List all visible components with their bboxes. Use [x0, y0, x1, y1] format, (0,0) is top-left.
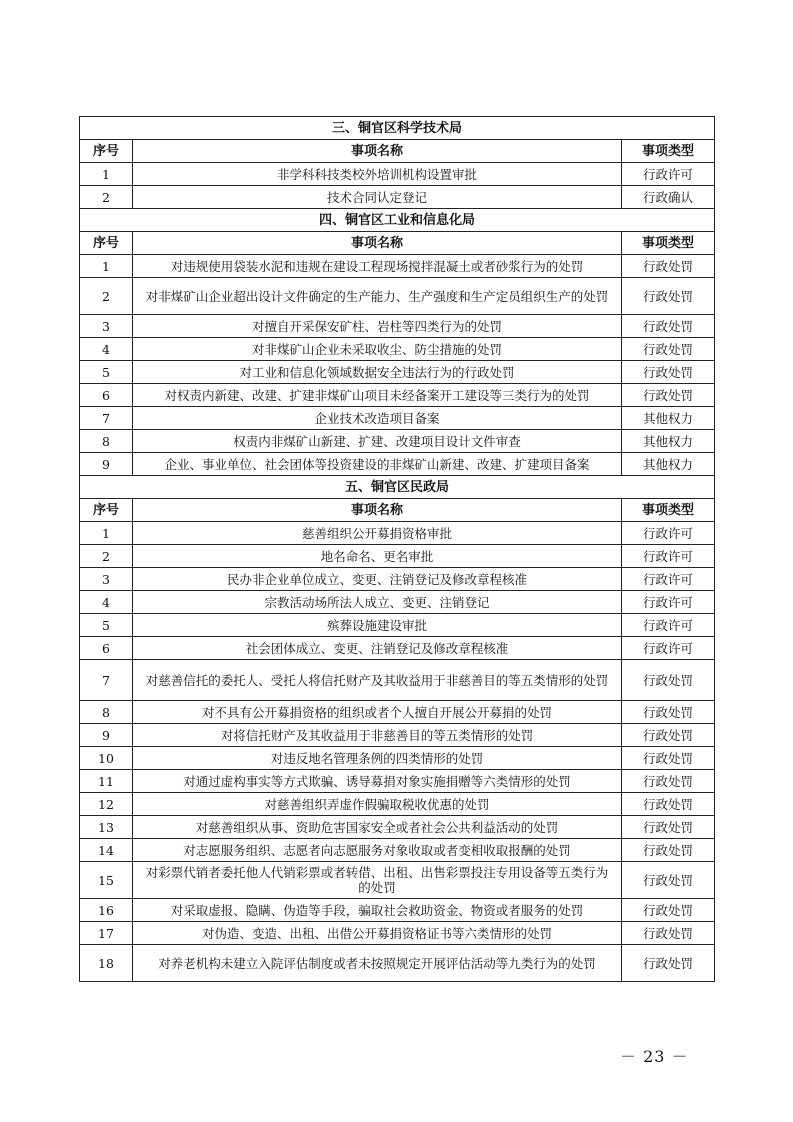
table-row: [80, 278, 715, 315]
header-no: 序号: [80, 140, 133, 163]
table-row: [80, 922, 715, 945]
matter-type: 行政处罚: [622, 255, 715, 278]
table-row: [80, 945, 715, 982]
table-row: [80, 637, 715, 660]
row-number: 12: [80, 793, 133, 816]
row-number: 16: [80, 899, 133, 922]
matter-name: 对违规使用袋装水泥和违规在建设工程现场搅拌混凝土或者砂浆行为的处罚: [133, 255, 622, 278]
matter-type: 行政许可: [622, 163, 715, 186]
matter-name: 对将信托财产及其收益用于非慈善目的等五类情形的处罚: [133, 724, 622, 747]
matter-name: 对志愿服务组织、志愿者向志愿服务对象收取或者变相收取报酬的处罚: [133, 839, 622, 862]
matter-type: 行政处罚: [622, 724, 715, 747]
row-number: 8: [80, 430, 133, 453]
matter-name: 民办非企业单位成立、变更、注销登记及修改章程核准: [133, 568, 622, 591]
table-row: [80, 453, 715, 476]
row-number: 13: [80, 816, 133, 839]
matter-name: 技术合同认定登记: [133, 186, 622, 209]
section-title: 三、铜官区科学技术局: [80, 117, 715, 140]
header-name: 事项名称: [133, 232, 622, 255]
matter-name: 对养老机构未建立入院评估制度或者未按照规定开展评估活动等九类行为的处罚: [133, 945, 622, 982]
table-row: [80, 793, 715, 816]
matters-table-container: [79, 116, 714, 982]
matter-name: 企业技术改造项目备案: [133, 407, 622, 430]
row-number: 4: [80, 338, 133, 361]
matter-name: 企业、事业单位、社会团体等投资建设的非煤矿山新建、改建、扩建项目备案: [133, 453, 622, 476]
matter-name: 对慈善组织弄虚作假骗取税收优惠的处罚: [133, 793, 622, 816]
table-row: [80, 384, 715, 407]
table-row: [80, 315, 715, 338]
table-row: [80, 701, 715, 724]
matter-type: 行政处罚: [622, 793, 715, 816]
row-number: 1: [80, 163, 133, 186]
page-number: － 23 －: [620, 1047, 689, 1066]
matter-type: 行政确认: [622, 186, 715, 209]
table-row: [80, 522, 715, 545]
matter-name: 殡葬设施建设审批: [133, 614, 622, 637]
section-title-row: [80, 476, 715, 499]
matter-type: 行政处罚: [622, 945, 715, 982]
row-number: 2: [80, 186, 133, 209]
table-row: [80, 407, 715, 430]
matters-table: [79, 116, 715, 982]
table-row: [80, 747, 715, 770]
matter-type: 行政处罚: [622, 816, 715, 839]
matter-type: 行政处罚: [622, 922, 715, 945]
section-title: 五、铜官区民政局: [80, 476, 715, 499]
table-row: [80, 816, 715, 839]
row-number: 6: [80, 384, 133, 407]
matter-name: 社会团体成立、变更、注销登记及修改章程核准: [133, 637, 622, 660]
matter-name: 对擅自开采保安矿柱、岩柱等四类行为的处罚: [133, 315, 622, 338]
matter-type: 行政处罚: [622, 361, 715, 384]
table-row: [80, 361, 715, 384]
matter-name: 对权责内新建、改建、扩建非煤矿山项目未经备案开工建设等三类行为的处罚: [133, 384, 622, 407]
row-number: 6: [80, 637, 133, 660]
table-row: [80, 839, 715, 862]
matter-type: 行政处罚: [622, 839, 715, 862]
row-number: 7: [80, 407, 133, 430]
section-title: 四、铜官区工业和信息化局: [80, 209, 715, 232]
row-number: 10: [80, 747, 133, 770]
row-number: 5: [80, 614, 133, 637]
table-row: [80, 163, 715, 186]
matter-type: 行政处罚: [622, 660, 715, 701]
matter-type: 行政处罚: [622, 747, 715, 770]
matter-type: 行政许可: [622, 614, 715, 637]
matter-name: 地名命名、更名审批: [133, 545, 622, 568]
matter-type: 行政许可: [622, 522, 715, 545]
table-row: [80, 591, 715, 614]
table-row: [80, 545, 715, 568]
matter-type: 其他权力: [622, 453, 715, 476]
row-number: 7: [80, 660, 133, 701]
table-row: [80, 899, 715, 922]
row-number: 9: [80, 453, 133, 476]
matter-name: 对非煤矿山企业超出设计文件确定的生产能力、生产强度和生产定员组织生产的处罚: [133, 278, 622, 315]
matter-type: 行政处罚: [622, 770, 715, 793]
matter-type: 行政处罚: [622, 315, 715, 338]
matter-type: 行政许可: [622, 545, 715, 568]
header-name: 事项名称: [133, 140, 622, 163]
row-number: 11: [80, 770, 133, 793]
row-number: 8: [80, 701, 133, 724]
row-number: 5: [80, 361, 133, 384]
matter-type: 其他权力: [622, 407, 715, 430]
table-row: [80, 430, 715, 453]
header-name: 事项名称: [133, 499, 622, 522]
matter-name: 对慈善信托的委托人、受托人将信托财产及其收益用于非慈善目的等五类情形的处罚: [133, 660, 622, 701]
matter-type: 行政处罚: [622, 899, 715, 922]
matter-name: 对伪造、变造、出租、出借公开募捐资格证书等六类情形的处罚: [133, 922, 622, 945]
table-row: [80, 338, 715, 361]
section-title-row: [80, 209, 715, 232]
matter-type: 行政许可: [622, 568, 715, 591]
table-row: [80, 660, 715, 701]
matter-name: 对通过虚构事实等方式欺骗、诱导募捐对象实施捐赠等六类情形的处罚: [133, 770, 622, 793]
row-number: 9: [80, 724, 133, 747]
matter-type: 其他权力: [622, 430, 715, 453]
header-type: 事项类型: [622, 499, 715, 522]
header-row: [80, 232, 715, 255]
row-number: 3: [80, 568, 133, 591]
row-number: 1: [80, 522, 133, 545]
row-number: 15: [80, 862, 133, 899]
row-number: 2: [80, 278, 133, 315]
matter-name: 对不具有公开募捐资格的组织或者个人擅自开展公开募捐的处罚: [133, 701, 622, 724]
header-no: 序号: [80, 232, 133, 255]
matters-table-body: [80, 117, 715, 982]
row-number: 2: [80, 545, 133, 568]
matter-type: 行政处罚: [622, 701, 715, 724]
matter-name: 宗教活动场所法人成立、变更、注销登记: [133, 591, 622, 614]
matter-name: 对违反地名管理条例的四类情形的处罚: [133, 747, 622, 770]
row-number: 14: [80, 839, 133, 862]
table-row: [80, 614, 715, 637]
matter-type: 行政处罚: [622, 384, 715, 407]
matter-name: 对慈善组织从事、资助危害国家安全或者社会公共利益活动的处罚: [133, 816, 622, 839]
header-no: 序号: [80, 499, 133, 522]
matter-type: 行政处罚: [622, 338, 715, 361]
matter-name: 对工业和信息化领域数据安全违法行为的行政处罚: [133, 361, 622, 384]
matter-type: 行政许可: [622, 637, 715, 660]
matter-name: 对非煤矿山企业未采取收尘、防尘措施的处罚: [133, 338, 622, 361]
table-row: [80, 770, 715, 793]
matter-type: 行政处罚: [622, 278, 715, 315]
matter-name: 对彩票代销者委托他人代销彩票或者转借、出租、出售彩票投注专用设备等五类行为的处罚: [133, 862, 622, 899]
matter-name: 慈善组织公开募捐资格审批: [133, 522, 622, 545]
table-row: [80, 255, 715, 278]
matter-name: 非学科科技类校外培训机构设置审批: [133, 163, 622, 186]
header-row: [80, 140, 715, 163]
row-number: 4: [80, 591, 133, 614]
matter-name: 对采取虚报、隐瞒、伪造等手段，骗取社会救助资金、物资或者服务的处罚: [133, 899, 622, 922]
table-row: [80, 862, 715, 899]
section-title-row: [80, 117, 715, 140]
header-type: 事项类型: [622, 232, 715, 255]
header-row: [80, 499, 715, 522]
header-type: 事项类型: [622, 140, 715, 163]
row-number: 18: [80, 945, 133, 982]
table-row: [80, 724, 715, 747]
matter-name: 权责内非煤矿山新建、扩建、改建项目设计文件审查: [133, 430, 622, 453]
row-number: 17: [80, 922, 133, 945]
row-number: 3: [80, 315, 133, 338]
matter-type: 行政处罚: [622, 862, 715, 899]
table-row: [80, 568, 715, 591]
row-number: 1: [80, 255, 133, 278]
matter-type: 行政许可: [622, 591, 715, 614]
table-row: [80, 186, 715, 209]
